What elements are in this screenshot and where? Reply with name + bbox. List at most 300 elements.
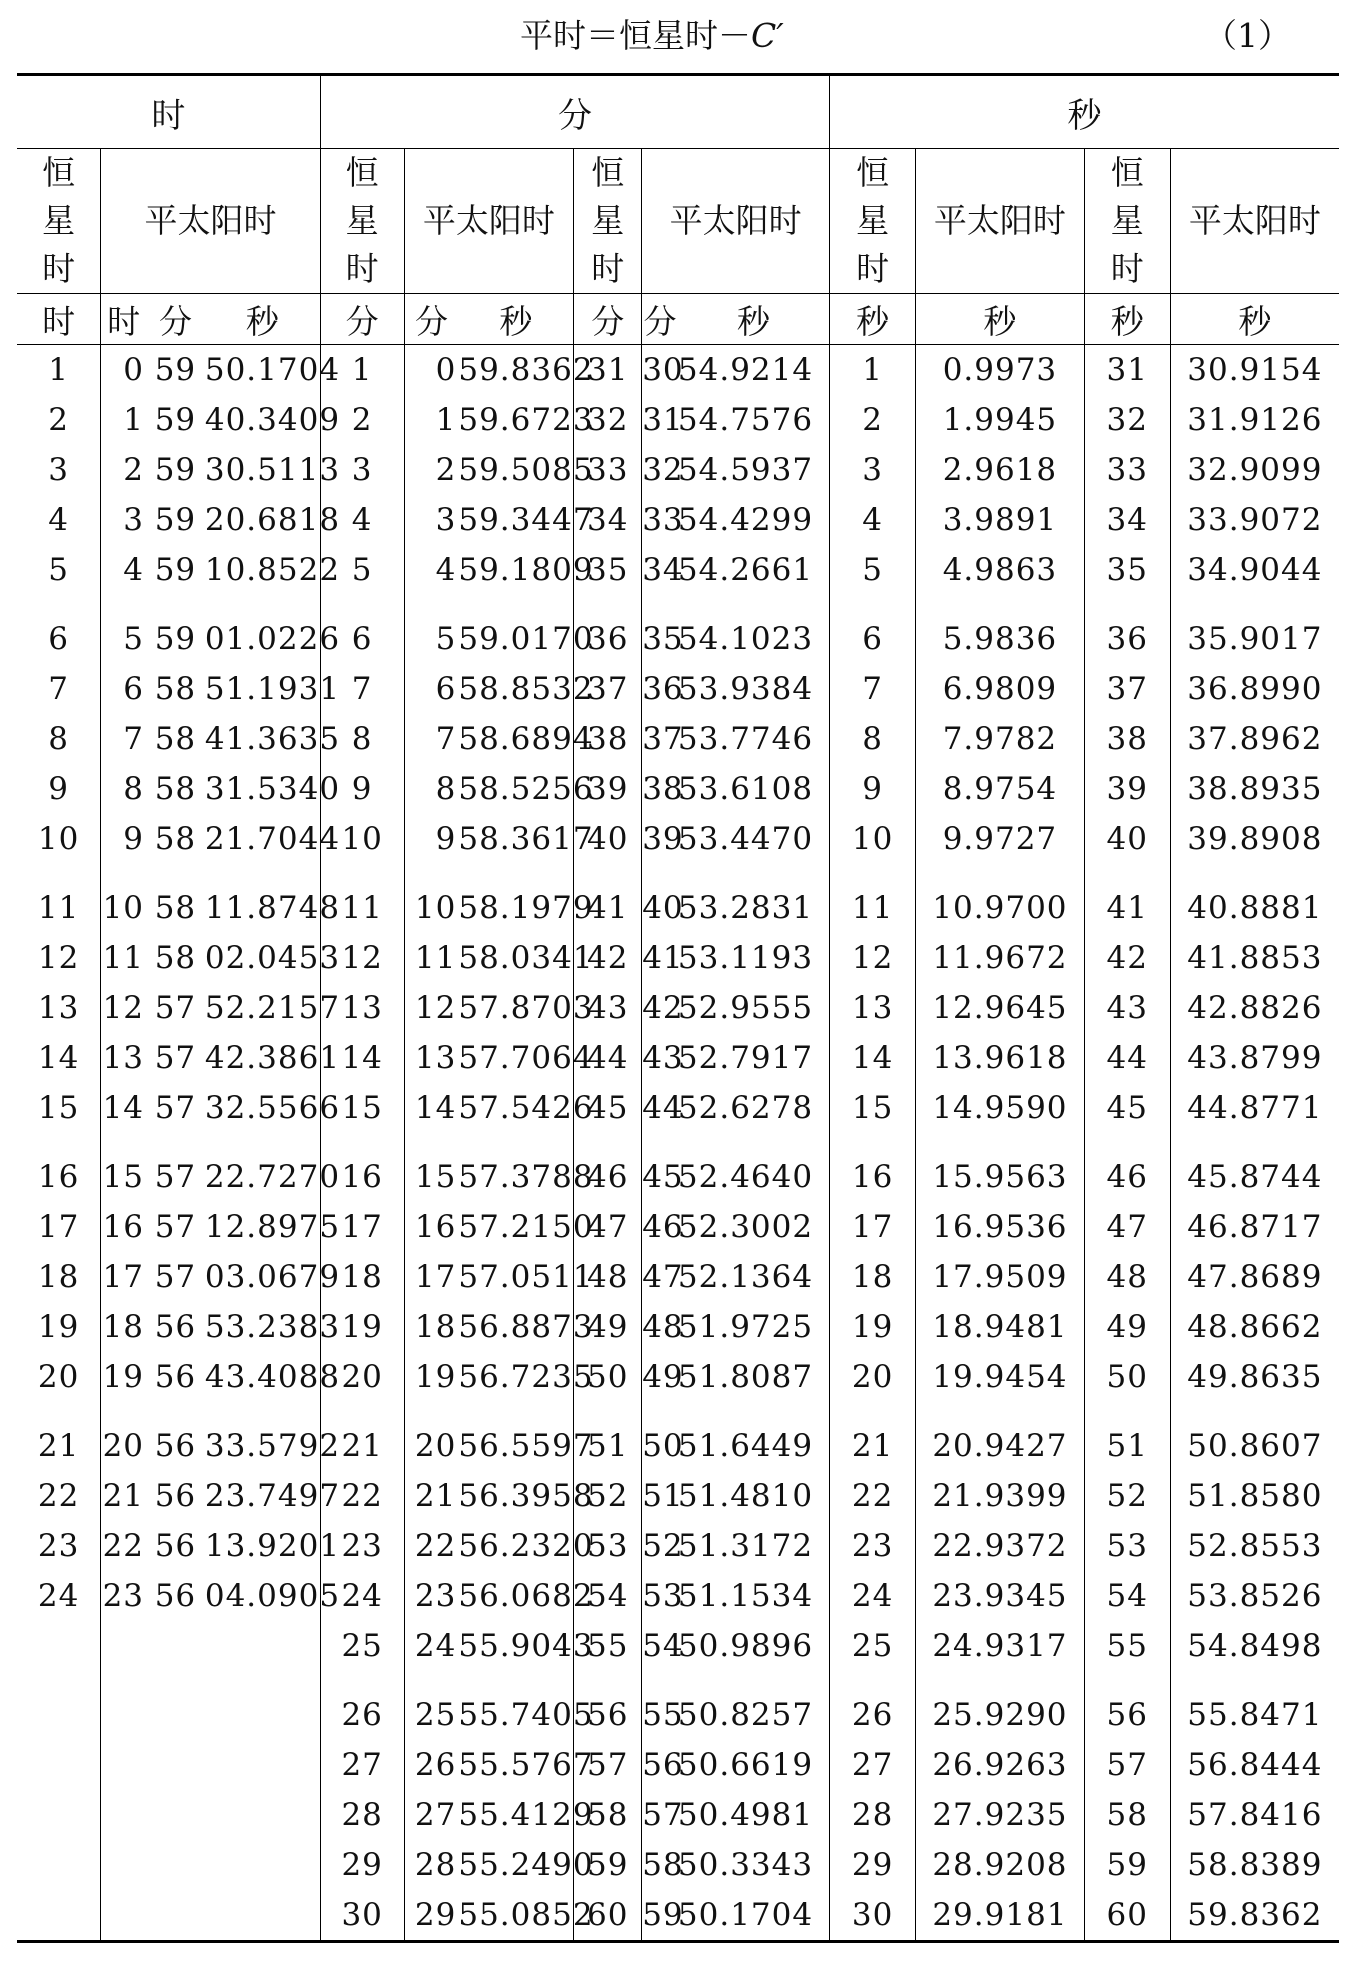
cell-m1: 29 [320, 1840, 404, 1890]
cell-ho: 8 [101, 764, 146, 814]
cell-se: 10.8522 [204, 552, 341, 588]
cell-m1o: 15 [404, 1133, 458, 1202]
cell-m2s: 53.1193 [677, 940, 814, 976]
cell-se [205, 1740, 320, 1790]
cell-m2s: 50.8257 [677, 1697, 814, 1733]
cell-m2s: 53.9384 [677, 671, 814, 707]
table-row [17, 714, 1339, 764]
cell-m2: 54 [574, 1571, 642, 1621]
cell-h: 6 [48, 621, 69, 657]
cell-h: 12 [37, 940, 80, 976]
cell-m2s: 50.3343 [677, 1847, 814, 1883]
cell-m2s: 54.9214 [677, 352, 814, 388]
cell-m1o: 3 [404, 495, 458, 545]
cell-m2: 51 [574, 1402, 642, 1471]
formula-text: 平时＝恒星时－C′ [520, 16, 784, 55]
cell-mi [146, 1671, 205, 1740]
cell-s2: 57 [1084, 1740, 1170, 1790]
cell-ho: 3 [101, 495, 146, 545]
unit-m1-sec: 秒 [458, 294, 573, 345]
cell-s1o: 23.9345 [916, 1571, 1085, 1621]
cell-s1o: 17.9509 [916, 1252, 1085, 1302]
cell-h: 15 [37, 1090, 80, 1126]
group-hour: 时 [17, 75, 320, 149]
cell-mi: 57 [154, 1040, 197, 1076]
cell-h: 3 [48, 452, 69, 488]
cell-s2o: 34.9044 [1170, 545, 1339, 595]
cell-ho: 10 [101, 864, 146, 933]
cell-m1: 2 [320, 395, 404, 445]
cell-m2: 36 [574, 595, 642, 664]
cell-mi: 57 [154, 1209, 197, 1245]
cell-se [205, 1671, 320, 1740]
unit-row [17, 294, 1339, 345]
cell-s1: 6 [830, 595, 916, 664]
unit-s1: 秒 [830, 294, 916, 345]
cell-m2: 31 [574, 345, 642, 396]
cell-m2s: 52.9555 [677, 990, 814, 1026]
cell-m2s: 54.2661 [677, 552, 814, 588]
cell-s2o: 50.8607 [1170, 1402, 1339, 1471]
cell-ho: 19 [101, 1352, 146, 1402]
cell-m1o: 0 [404, 345, 458, 396]
cell-s1o: 12.9645 [916, 983, 1085, 1033]
cell-se [205, 1840, 320, 1890]
cell-mi: 59 [154, 552, 197, 588]
cell-m1s: 57.7064 [458, 1040, 594, 1076]
cell-m2s: 50.6619 [677, 1747, 814, 1783]
cell-s1: 24 [830, 1571, 916, 1621]
table-row [17, 395, 1339, 445]
cell-h: 14 [37, 1040, 80, 1076]
cell-h: 5 [48, 552, 69, 588]
cell-m1s: 57.3788 [458, 1159, 594, 1195]
cell-m1o: 1 [404, 395, 458, 445]
cell-m1s: 59.6723 [458, 402, 594, 438]
cell-s1: 8 [830, 714, 916, 764]
cell-s2: 44 [1084, 1033, 1170, 1083]
cell-m2s: 51.8087 [677, 1359, 814, 1395]
cell-m1s: 58.0341 [458, 940, 594, 976]
cell-m1o: 16 [404, 1202, 458, 1252]
cell-ho: 14 [101, 1083, 146, 1133]
cell-m1: 21 [320, 1402, 404, 1471]
cell-s1o: 2.9618 [916, 445, 1085, 495]
unit-s2-out: 秒 [1170, 294, 1339, 345]
cell-mi: 56 [154, 1309, 197, 1345]
cell-h: 8 [48, 721, 69, 757]
cell-ho: 15 [101, 1133, 146, 1202]
table-row [17, 1671, 1339, 1740]
cell-s1o: 8.9754 [916, 764, 1085, 814]
cell-s2: 53 [1084, 1521, 1170, 1571]
cell-m2s: 54.7576 [677, 402, 814, 438]
cell-m1: 25 [320, 1621, 404, 1671]
cell-m2: 39 [574, 764, 642, 814]
cell-s2: 56 [1084, 1671, 1170, 1740]
cell-se: 40.3409 [204, 402, 341, 438]
cell-s1o: 28.9208 [916, 1840, 1085, 1890]
cell-m2: 41 [574, 864, 642, 933]
cell-s1o: 29.9181 [916, 1890, 1085, 1942]
cell-m2o: 54 [642, 1621, 678, 1671]
table-row [17, 1033, 1339, 1083]
cell-m2o: 37 [642, 714, 678, 764]
cell-m1: 23 [320, 1521, 404, 1571]
cell-s2: 50 [1084, 1352, 1170, 1402]
cell-m1o: 13 [404, 1033, 458, 1083]
cell-s1o: 20.9427 [916, 1402, 1085, 1471]
cell-s1: 11 [830, 864, 916, 933]
label-row [17, 149, 1339, 294]
cell-m1s: 56.0682 [458, 1578, 594, 1614]
cell-m1s: 57.0511 [458, 1259, 594, 1295]
cell-m1s: 57.5426 [458, 1090, 594, 1126]
cell-mi [146, 1621, 205, 1671]
cell-s2o: 46.8717 [1170, 1202, 1339, 1252]
cell-se: 41.3635 [204, 721, 341, 757]
cell-m1: 18 [320, 1252, 404, 1302]
cell-m1s: 57.8703 [458, 990, 594, 1026]
group-header-row [17, 75, 1339, 149]
cell-s1: 2 [830, 395, 916, 445]
cell-ho: 12 [101, 983, 146, 1033]
cell-m1o: 21 [404, 1471, 458, 1521]
cell-mi: 57 [154, 990, 197, 1026]
cell-mi: 56 [154, 1578, 197, 1614]
cell-s1o: 21.9399 [916, 1471, 1085, 1521]
cell-s2o: 56.8444 [1170, 1740, 1339, 1790]
cell-m2o: 57 [642, 1790, 678, 1840]
table-row [17, 1840, 1339, 1890]
cell-m1o: 10 [404, 864, 458, 933]
cell-mi: 56 [154, 1428, 197, 1464]
cell-m1: 15 [320, 1083, 404, 1133]
cell-h: 23 [37, 1528, 80, 1564]
cell-s1: 25 [830, 1621, 916, 1671]
cell-m1o: 6 [404, 664, 458, 714]
cell-m2o: 36 [642, 664, 678, 714]
cell-m1: 26 [320, 1671, 404, 1740]
cell-s2o: 31.9126 [1170, 395, 1339, 445]
cell-s2o: 45.8744 [1170, 1133, 1339, 1202]
cell-ho: 1 [101, 395, 146, 445]
cell-m1: 16 [320, 1133, 404, 1202]
cell-m1: 20 [320, 1352, 404, 1402]
cell-m1: 11 [320, 864, 404, 933]
cell-h: 16 [37, 1159, 80, 1195]
cell-ho: 18 [101, 1302, 146, 1352]
cell-m1s: 56.3958 [458, 1478, 594, 1514]
cell-s1o: 1.9945 [916, 395, 1085, 445]
cell-m1s: 58.1979 [458, 890, 594, 926]
cell-m2: 53 [574, 1521, 642, 1571]
cell-m2s: 51.6449 [677, 1428, 814, 1464]
label-sidereal-minute-1: 恒星时 [320, 149, 404, 294]
cell-m2: 47 [574, 1202, 642, 1252]
cell-m1s: 59.1809 [458, 552, 594, 588]
cell-m1o: 7 [404, 714, 458, 764]
cell-h: 21 [37, 1428, 80, 1464]
table-row [17, 1471, 1339, 1521]
cell-ho: 11 [101, 933, 146, 983]
table-row [17, 1740, 1339, 1790]
cell-s1: 14 [830, 1033, 916, 1083]
cell-m1s: 55.9043 [458, 1628, 594, 1664]
cell-m2s: 51.4810 [677, 1478, 814, 1514]
cell-m1o: 14 [404, 1083, 458, 1133]
cell-s2o: 55.8471 [1170, 1671, 1339, 1740]
cell-s1o: 14.9590 [916, 1083, 1085, 1133]
cell-s1: 10 [830, 814, 916, 864]
cell-s1o: 24.9317 [916, 1621, 1085, 1671]
cell-se [205, 1790, 320, 1840]
cell-m2s: 52.1364 [677, 1259, 814, 1295]
unit-m2-min: 分 [642, 294, 678, 345]
unit-m2: 分 [574, 294, 642, 345]
cell-m1s: 59.8362 [458, 352, 594, 388]
cell-s2o: 42.8826 [1170, 983, 1339, 1033]
cell-se: 30.5113 [204, 452, 341, 488]
cell-s1o: 19.9454 [916, 1352, 1085, 1402]
cell-m1s: 58.5256 [458, 771, 594, 807]
cell-mi: 56 [154, 1359, 197, 1395]
cell-m2s: 52.7917 [677, 1040, 814, 1076]
label-sidereal-second-1: 恒星时 [830, 149, 916, 294]
cell-m2o: 51 [642, 1471, 678, 1521]
unit-h-out: 时 [101, 294, 146, 345]
cell-m2o: 35 [642, 595, 678, 664]
table-row [17, 595, 1339, 664]
unit-s1-out: 秒 [916, 294, 1085, 345]
table-row [17, 495, 1339, 545]
cell-s2: 59 [1084, 1840, 1170, 1890]
cell-m1s: 55.4129 [458, 1797, 594, 1833]
cell-ho [101, 1671, 146, 1740]
cell-m2: 50 [574, 1352, 642, 1402]
cell-m1s: 59.3447 [458, 502, 594, 538]
cell-m1s: 58.6894 [458, 721, 594, 757]
cell-m2o: 55 [642, 1671, 678, 1740]
cell-m2o: 59 [642, 1890, 678, 1942]
cell-s2: 48 [1084, 1252, 1170, 1302]
cell-h: 7 [48, 671, 69, 707]
cell-m2o: 45 [642, 1133, 678, 1202]
cell-s2: 31 [1084, 345, 1170, 396]
cell-s2: 46 [1084, 1133, 1170, 1202]
cell-h: 13 [37, 990, 80, 1026]
cell-m2o: 44 [642, 1083, 678, 1133]
label-mean-solar-hour: 平太阳时 [101, 149, 321, 294]
cell-ho: 2 [101, 445, 146, 495]
table-row [17, 1083, 1339, 1133]
cell-se: 42.3861 [204, 1040, 341, 1076]
cell-mi: 56 [154, 1478, 197, 1514]
cell-ho: 9 [101, 814, 146, 864]
cell-se: 23.7497 [204, 1478, 341, 1514]
cell-m1: 27 [320, 1740, 404, 1790]
cell-se: 52.2157 [204, 990, 341, 1026]
cell-m2: 45 [574, 1083, 642, 1133]
cell-m2: 46 [574, 1133, 642, 1202]
cell-ho [101, 1890, 146, 1942]
cell-m2: 56 [574, 1671, 642, 1740]
cell-s1: 16 [830, 1133, 916, 1202]
cell-m2: 32 [574, 395, 642, 445]
cell-s2: 38 [1084, 714, 1170, 764]
cell-ho: 16 [101, 1202, 146, 1252]
cell-s2: 35 [1084, 545, 1170, 595]
cell-s2o: 30.9154 [1170, 345, 1339, 396]
cell-m2s: 54.4299 [677, 502, 814, 538]
cell-se: 11.8748 [204, 890, 341, 926]
cell-m1o: 12 [404, 983, 458, 1033]
cell-s2o: 54.8498 [1170, 1621, 1339, 1671]
cell-s2: 43 [1084, 983, 1170, 1033]
cell-m1o: 24 [404, 1621, 458, 1671]
cell-m2o: 31 [642, 395, 678, 445]
cell-s1o: 5.9836 [916, 595, 1085, 664]
cell-h: 18 [37, 1259, 80, 1295]
cell-m2: 52 [574, 1471, 642, 1521]
cell-m1o: 18 [404, 1302, 458, 1352]
cell-m1: 19 [320, 1302, 404, 1352]
cell-ho [101, 1621, 146, 1671]
cell-m2: 40 [574, 814, 642, 864]
cell-se: 01.0226 [204, 621, 341, 657]
cell-ho: 20 [101, 1402, 146, 1471]
table-row [17, 1302, 1339, 1352]
cell-s2o: 35.9017 [1170, 595, 1339, 664]
cell-h: 10 [37, 821, 80, 857]
cell-m2o: 46 [642, 1202, 678, 1252]
cell-se: 31.5340 [204, 771, 341, 807]
table-row [17, 1571, 1339, 1621]
cell-m1o: 11 [404, 933, 458, 983]
cell-se: 13.9201 [204, 1528, 341, 1564]
cell-h: 4 [48, 502, 69, 538]
cell-s2: 41 [1084, 864, 1170, 933]
cell-m1: 5 [320, 545, 404, 595]
cell-m1s: 58.8532 [458, 671, 594, 707]
cell-s1: 1 [830, 345, 916, 396]
cell-se: 02.0453 [204, 940, 341, 976]
cell-m1: 12 [320, 933, 404, 983]
cell-m1s: 59.5085 [458, 452, 594, 488]
cell-s2o: 44.8771 [1170, 1083, 1339, 1133]
cell-h: 20 [37, 1359, 80, 1395]
cell-s2: 42 [1084, 933, 1170, 983]
cell-ho: 21 [101, 1471, 146, 1521]
cell-ho [101, 1790, 146, 1840]
table-row [17, 1890, 1339, 1942]
cell-m1o: 2 [404, 445, 458, 495]
cell-s2: 33 [1084, 445, 1170, 495]
cell-m2s: 50.1704 [677, 1897, 814, 1933]
cell-m1: 30 [320, 1890, 404, 1942]
cell-m1o: 22 [404, 1521, 458, 1571]
table-row [17, 345, 1339, 396]
cell-m1s: 58.3617 [458, 821, 594, 857]
cell-m1: 7 [320, 664, 404, 714]
cell-s1o: 7.9782 [916, 714, 1085, 764]
unit-s-out: 秒 [205, 294, 320, 345]
cell-se: 03.0679 [204, 1259, 341, 1295]
cell-m2o: 40 [642, 864, 678, 933]
cell-mi: 59 [154, 502, 197, 538]
cell-s1: 4 [830, 495, 916, 545]
table-row [17, 1202, 1339, 1252]
cell-m2s: 53.2831 [677, 890, 814, 926]
table-row [17, 1402, 1339, 1471]
cell-s1: 13 [830, 983, 916, 1033]
cell-mi: 58 [154, 671, 197, 707]
table-row [17, 764, 1339, 814]
cell-s2: 40 [1084, 814, 1170, 864]
cell-h: 19 [37, 1309, 80, 1345]
cell-mi: 56 [154, 1528, 197, 1564]
cell-s2o: 59.8362 [1170, 1890, 1339, 1942]
cell-m2: 57 [574, 1740, 642, 1790]
cell-m2s: 53.4470 [677, 821, 814, 857]
cell-m1o: 28 [404, 1840, 458, 1890]
cell-s2o: 52.8553 [1170, 1521, 1339, 1571]
cell-m1: 14 [320, 1033, 404, 1083]
cell-ho: 13 [101, 1033, 146, 1083]
cell-m1s: 55.0852 [458, 1897, 594, 1933]
cell-s2o: 43.8799 [1170, 1033, 1339, 1083]
cell-m2s: 52.3002 [677, 1209, 814, 1245]
cell-ho: 6 [101, 664, 146, 714]
cell-s2: 36 [1084, 595, 1170, 664]
cell-m1s: 55.7405 [458, 1697, 594, 1733]
cell-s1: 5 [830, 545, 916, 595]
table-row [17, 814, 1339, 864]
cell-m2: 44 [574, 1033, 642, 1083]
cell-s2: 51 [1084, 1402, 1170, 1471]
cell-m1o: 27 [404, 1790, 458, 1840]
table-row [17, 1133, 1339, 1202]
cell-m2s: 51.9725 [677, 1309, 814, 1345]
cell-s1: 27 [830, 1740, 916, 1790]
cell-m2: 59 [574, 1840, 642, 1890]
cell-m1: 24 [320, 1571, 404, 1621]
cell-ho: 4 [101, 545, 146, 595]
cell-s2o: 47.8689 [1170, 1252, 1339, 1302]
label-mean-solar-minute-2: 平太阳时 [642, 149, 830, 294]
group-minute: 分 [320, 75, 829, 149]
cell-s1: 23 [830, 1521, 916, 1571]
cell-m2o: 41 [642, 933, 678, 983]
cell-m1: 13 [320, 983, 404, 1033]
cell-m2o: 58 [642, 1840, 678, 1890]
cell-s2o: 53.8526 [1170, 1571, 1339, 1621]
cell-s2o: 33.9072 [1170, 495, 1339, 545]
cell-m1: 4 [320, 495, 404, 545]
cell-m2o: 53 [642, 1571, 678, 1621]
table-row [17, 1521, 1339, 1571]
cell-m1o: 5 [404, 595, 458, 664]
cell-s2o: 37.8962 [1170, 714, 1339, 764]
cell-h [17, 1790, 101, 1840]
cell-s2: 60 [1084, 1890, 1170, 1942]
cell-s2o: 40.8881 [1170, 864, 1339, 933]
cell-se: 53.2383 [204, 1309, 341, 1345]
cell-se: 22.7270 [204, 1159, 341, 1195]
cell-s2: 47 [1084, 1202, 1170, 1252]
cell-se: 32.5566 [204, 1090, 341, 1126]
cell-m1o: 26 [404, 1740, 458, 1790]
